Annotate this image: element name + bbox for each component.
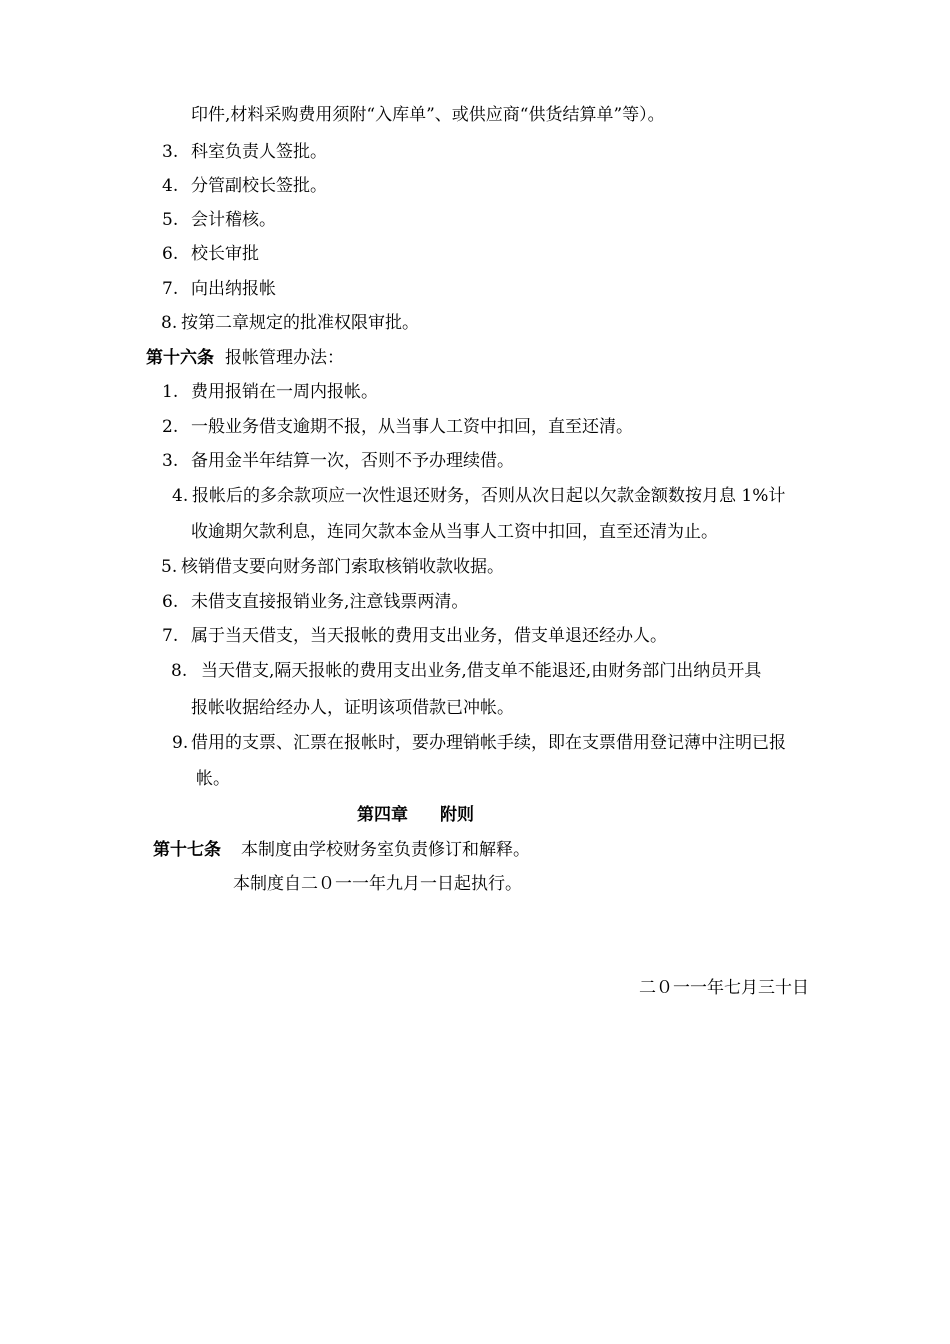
step-text: 分管副校长签批。 bbox=[191, 176, 327, 196]
step-number: 7. bbox=[162, 279, 179, 299]
item-number: 9. bbox=[172, 733, 189, 753]
list-item bbox=[171, 660, 761, 682]
item-text: 报帐后的多余款项应一次性退还财务，否则从次日起以欠款金额数按月息 1%计 bbox=[192, 486, 786, 506]
step-text: 按第二章规定的批准权限审批。 bbox=[181, 313, 419, 333]
effective-date-line: 本制度自二０一一年九月一日起执行。 bbox=[233, 874, 522, 894]
item-number: 6. bbox=[162, 592, 179, 612]
item-text: 借用的支票、汇票在报帐时，要办理销帐手续，即在支票借用登记薄中注明已报 bbox=[191, 733, 786, 753]
item-number: 2. bbox=[162, 417, 179, 437]
item-number: 4. bbox=[172, 486, 189, 506]
step-text: 科室负责人签批。 bbox=[191, 142, 327, 162]
step-number: 4. bbox=[162, 176, 179, 196]
chapter-heading bbox=[357, 804, 474, 826]
procedure-step bbox=[162, 278, 276, 300]
step-number: 8. bbox=[161, 313, 178, 333]
item-number: 5. bbox=[161, 557, 178, 577]
list-item-continuation: 帐。 bbox=[196, 769, 230, 789]
list-item-continuation: 收逾期欠款利息，连同欠款本金从当事人工资中扣回，直至还清为止。 bbox=[191, 522, 718, 542]
step-number: 5. bbox=[162, 210, 179, 230]
article-17 bbox=[153, 839, 530, 861]
step-text: 会计稽核。 bbox=[191, 210, 276, 230]
procedure-step bbox=[162, 209, 276, 231]
document-date: 二０一一年七月三十日 bbox=[639, 978, 809, 998]
list-item bbox=[172, 732, 786, 754]
article-16-heading bbox=[146, 347, 344, 369]
item-text: 费用报销在一周内报帐。 bbox=[191, 382, 378, 402]
article-title: 报帐管理办法： bbox=[225, 348, 344, 368]
item-number: 3. bbox=[162, 451, 179, 471]
item-number: 1. bbox=[162, 382, 179, 402]
list-item bbox=[162, 381, 378, 403]
item-text: 当天借支,隔天报帐的费用支出业务,借支单不能退还,由财务部门出纳员开具 bbox=[201, 661, 762, 681]
list-item bbox=[162, 591, 468, 613]
step-number: 3. bbox=[162, 142, 179, 162]
article-number: 第十六条 bbox=[146, 348, 214, 368]
step-text: 向出纳报帐 bbox=[191, 279, 276, 299]
procedure-step bbox=[162, 243, 259, 265]
item-text: 备用金半年结算一次，否则不予办理续借。 bbox=[191, 451, 514, 471]
article-number: 第十七条 bbox=[153, 840, 221, 860]
list-item-continuation: 报帐收据给经办人，证明该项借款已冲帐。 bbox=[191, 698, 514, 718]
list-item bbox=[162, 416, 633, 438]
chapter-label: 第四章 bbox=[357, 805, 408, 825]
item-text: 属于当天借支，当天报帐的费用支出业务，借支单退还经办人。 bbox=[191, 626, 667, 646]
procedure-step bbox=[162, 141, 327, 163]
continuation-line: 印件,材料采购费用须附“入库单”、或供应商“供货结算单”等）。 bbox=[191, 105, 665, 125]
step-number: 6. bbox=[162, 244, 179, 264]
item-text: 一般业务借支逾期不报，从当事人工资中扣回，直至还清。 bbox=[191, 417, 633, 437]
step-text: 校长审批 bbox=[191, 244, 259, 264]
procedure-step bbox=[162, 175, 327, 197]
list-item bbox=[172, 485, 785, 507]
item-text: 未借支直接报销业务,注意钱票两清。 bbox=[191, 592, 469, 612]
list-item bbox=[162, 450, 514, 472]
item-text: 核销借支要向财务部门索取核销收款收据。 bbox=[181, 557, 504, 577]
article-text: 本制度由学校财务室负责修订和解释。 bbox=[241, 840, 530, 860]
item-number: 8. bbox=[171, 661, 188, 681]
list-item bbox=[161, 556, 504, 578]
list-item bbox=[162, 625, 667, 647]
item-number: 7. bbox=[162, 626, 179, 646]
chapter-title: 附则 bbox=[440, 805, 474, 825]
procedure-step bbox=[161, 312, 419, 334]
